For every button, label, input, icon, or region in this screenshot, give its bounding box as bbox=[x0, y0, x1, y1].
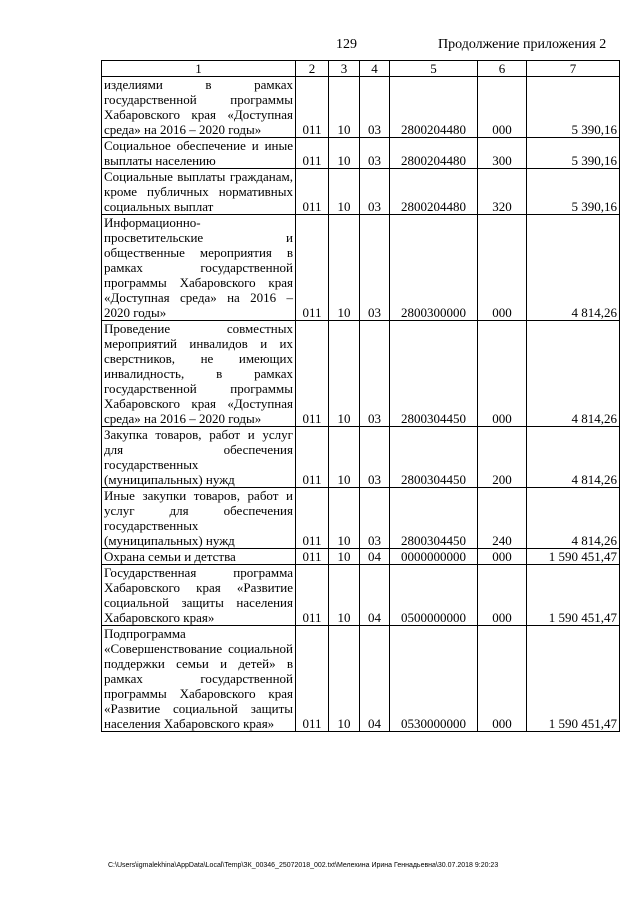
grbs-code: 011 bbox=[296, 565, 329, 626]
amount: 1 590 451,47 bbox=[527, 626, 620, 732]
table-row bbox=[102, 321, 620, 427]
section-code: 10 bbox=[329, 626, 360, 732]
column-header: 3 bbox=[329, 61, 360, 77]
grbs-code: 011 bbox=[296, 549, 329, 565]
target-article-code: 2800204480 bbox=[390, 169, 478, 215]
target-article-code: 2800300000 bbox=[390, 215, 478, 321]
table-row bbox=[102, 488, 620, 549]
grbs-code: 011 bbox=[296, 321, 329, 427]
subsection-code: 03 bbox=[360, 488, 390, 549]
item-name: Информационно-просветительские и общественные мероприятия в рамках государственной программы Хабаровского края «Доступная среда» на 2016 – 2020 годы» bbox=[102, 215, 296, 321]
item-name: Закупка товаров, работ и услуг для обеспечения государственных (муниципальных) нужд bbox=[102, 427, 296, 488]
expense-type-code: 240 bbox=[478, 488, 527, 549]
amount: 4 814,26 bbox=[527, 488, 620, 549]
target-article-code: 2800304450 bbox=[390, 427, 478, 488]
column-header: 5 bbox=[390, 61, 478, 77]
subsection-code: 03 bbox=[360, 169, 390, 215]
column-header: 6 bbox=[478, 61, 527, 77]
item-name: Проведение совместных мероприятий инвалидов и их сверстников, не имеющих инвалидность, в рамках государственной программы Хабаровского края «Доступная среда» на 2016 – 2020 годы» bbox=[102, 321, 296, 427]
table-row bbox=[102, 549, 620, 565]
section-code: 10 bbox=[329, 549, 360, 565]
amount: 4 814,26 bbox=[527, 321, 620, 427]
grbs-code: 011 bbox=[296, 77, 329, 138]
subsection-code: 03 bbox=[360, 215, 390, 321]
table-row bbox=[102, 565, 620, 626]
amount: 5 390,16 bbox=[527, 138, 620, 169]
budget-table bbox=[101, 60, 620, 732]
table-row bbox=[102, 626, 620, 732]
amount: 4 814,26 bbox=[527, 215, 620, 321]
item-name: Социальное обеспечение и иные выплаты населению bbox=[102, 138, 296, 169]
table-row bbox=[102, 215, 620, 321]
section-code: 10 bbox=[329, 77, 360, 138]
section-code: 10 bbox=[329, 321, 360, 427]
expense-type-code: 000 bbox=[478, 626, 527, 732]
subsection-code: 03 bbox=[360, 321, 390, 427]
section-code: 10 bbox=[329, 138, 360, 169]
column-number-row bbox=[102, 61, 620, 77]
expense-type-code: 000 bbox=[478, 215, 527, 321]
target-article-code: 2800204480 bbox=[390, 77, 478, 138]
column-header: 1 bbox=[102, 61, 296, 77]
expense-type-code: 000 bbox=[478, 321, 527, 427]
amount: 1 590 451,47 bbox=[527, 565, 620, 626]
target-article-code: 2800304450 bbox=[390, 488, 478, 549]
expense-type-code: 000 bbox=[478, 549, 527, 565]
target-article-code: 2800204480 bbox=[390, 138, 478, 169]
grbs-code: 011 bbox=[296, 169, 329, 215]
expense-type-code: 200 bbox=[478, 427, 527, 488]
grbs-code: 011 bbox=[296, 138, 329, 169]
grbs-code: 011 bbox=[296, 215, 329, 321]
subsection-code: 03 bbox=[360, 77, 390, 138]
item-name: изделиями в рамках государственной программы Хабаровского края «Доступная среда» на 2016 – 2020 годы» bbox=[102, 77, 296, 138]
section-code: 10 bbox=[329, 427, 360, 488]
subsection-code: 04 bbox=[360, 626, 390, 732]
column-header: 4 bbox=[360, 61, 390, 77]
item-name: Иные закупки товаров, работ и услуг для обеспечения государственных (муниципальных) нужд bbox=[102, 488, 296, 549]
target-article-code: 2800304450 bbox=[390, 321, 478, 427]
subsection-code: 04 bbox=[360, 565, 390, 626]
grbs-code: 011 bbox=[296, 626, 329, 732]
amount: 5 390,16 bbox=[527, 77, 620, 138]
subsection-code: 03 bbox=[360, 427, 390, 488]
section-code: 10 bbox=[329, 215, 360, 321]
target-article-code: 0530000000 bbox=[390, 626, 478, 732]
continuation-caption: Продолжение приложения 2 bbox=[438, 37, 607, 52]
section-code: 10 bbox=[329, 565, 360, 626]
section-code: 10 bbox=[329, 169, 360, 215]
item-name: Государственная программа Хабаровского края «Развитие социальной защиты населения Хабаровского края» bbox=[102, 565, 296, 626]
grbs-code: 011 bbox=[296, 488, 329, 549]
amount: 5 390,16 bbox=[527, 169, 620, 215]
item-name: Охрана семьи и детства bbox=[102, 549, 296, 565]
table-row bbox=[102, 77, 620, 138]
table-row bbox=[102, 138, 620, 169]
footer-file-path: C:\Users\igmalekhina\AppData\Local\Temp\ЗК_00346_25072018_002.txt\Мелехина Ирина Геннадьевна\30.07.2018 9:20:23 bbox=[108, 862, 499, 869]
page-number: 129 bbox=[336, 37, 357, 52]
amount: 1 590 451,47 bbox=[527, 549, 620, 565]
grbs-code: 011 bbox=[296, 427, 329, 488]
section-code: 10 bbox=[329, 488, 360, 549]
expense-type-code: 000 bbox=[478, 77, 527, 138]
expense-type-code: 000 bbox=[478, 565, 527, 626]
expense-type-code: 300 bbox=[478, 138, 527, 169]
subsection-code: 03 bbox=[360, 138, 390, 169]
amount: 4 814,26 bbox=[527, 427, 620, 488]
target-article-code: 0500000000 bbox=[390, 565, 478, 626]
column-header: 7 bbox=[527, 61, 620, 77]
column-header: 2 bbox=[296, 61, 329, 77]
subsection-code: 04 bbox=[360, 549, 390, 565]
table-row bbox=[102, 427, 620, 488]
item-name: Подпрограмма «Совершенствование социальной поддержки семьи и детей» в рамках государственной программы Хабаровского края «Развитие социальной защиты населения Хабаровского края» bbox=[102, 626, 296, 732]
table-row bbox=[102, 169, 620, 215]
target-article-code: 0000000000 bbox=[390, 549, 478, 565]
expense-type-code: 320 bbox=[478, 169, 527, 215]
item-name: Социальные выплаты гражданам, кроме публичных нормативных социальных выплат bbox=[102, 169, 296, 215]
